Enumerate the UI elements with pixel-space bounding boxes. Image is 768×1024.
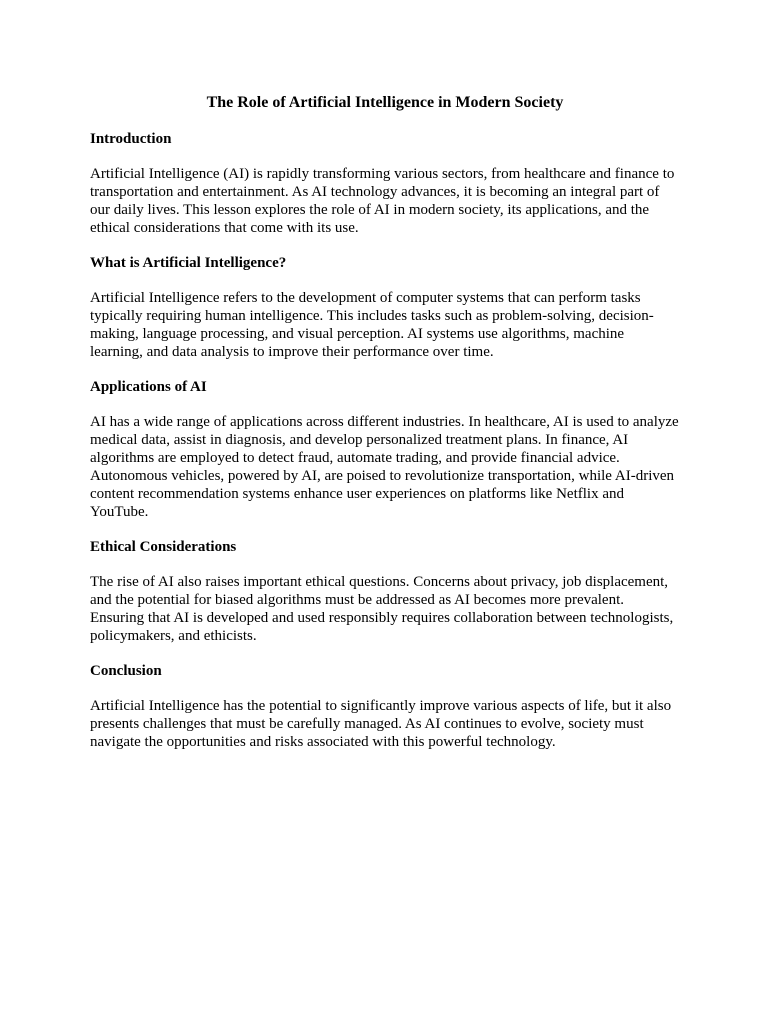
section-conclusion [90,662,680,751]
section-heading: Ethical Considerations [90,539,237,555]
section-heading: What is Artificial Intelligence? [90,255,287,271]
document-title: The Role of Artificial Intelligence in Modern Society [206,94,564,111]
section-paragraph: Artificial Intelligence refers to the development of computer systems that can perform tasks typically requiring human intelligence. This includes tasks such as problem-solving, decision-making, language processing, and visual perception. AI systems use algorithms, machine learning, and data analysis to improve their performance over time. [90,290,654,360]
document-body [90,92,680,768]
section-paragraph: The rise of AI also raises important ethical questions. Concerns about privacy, job displacement, and the potential for biased algorithms must be addressed as AI becomes more prevalent. Ensuring that AI is developed and used responsibly requires collaboration between technologists, policymakers, and ethicists. [90,574,674,644]
section-introduction [90,130,680,237]
section-heading: Conclusion [90,663,162,679]
section-applications [90,378,680,521]
section-paragraph: Artificial Intelligence has the potential to significantly improve various aspects of life, but it also presents challenges that must be carefully managed. As AI continues to evolve, society must navigate the opportunities and risks associated with this powerful technology. [90,698,672,750]
section-paragraph: Artificial Intelligence (AI) is rapidly transforming various sectors, from healthcare and finance to transportation and entertainment. As AI technology advances, it is becoming an integral part of our daily lives. This lesson explores the role of AI in modern society, its applications, and the ethical considerations that come with its use. [90,166,675,236]
section-heading: Introduction [90,131,172,147]
section-heading: Applications of AI [90,379,207,395]
section-paragraph: AI has a wide range of applications across different industries. In healthcare, AI is used to analyze medical data, assist in diagnosis, and develop personalized treatment plans. In finance, AI algorithms are employed to detect fraud, automate trading, and provide financial advice. Autonomous vehicles, powered by AI, are poised to revolutionize transportation, while AI-driven content recommendation systems enhance user experiences on platforms like Netflix and YouTube. [90,414,679,520]
section-ethical-considerations [90,538,680,645]
section-what-is-ai [90,254,680,361]
